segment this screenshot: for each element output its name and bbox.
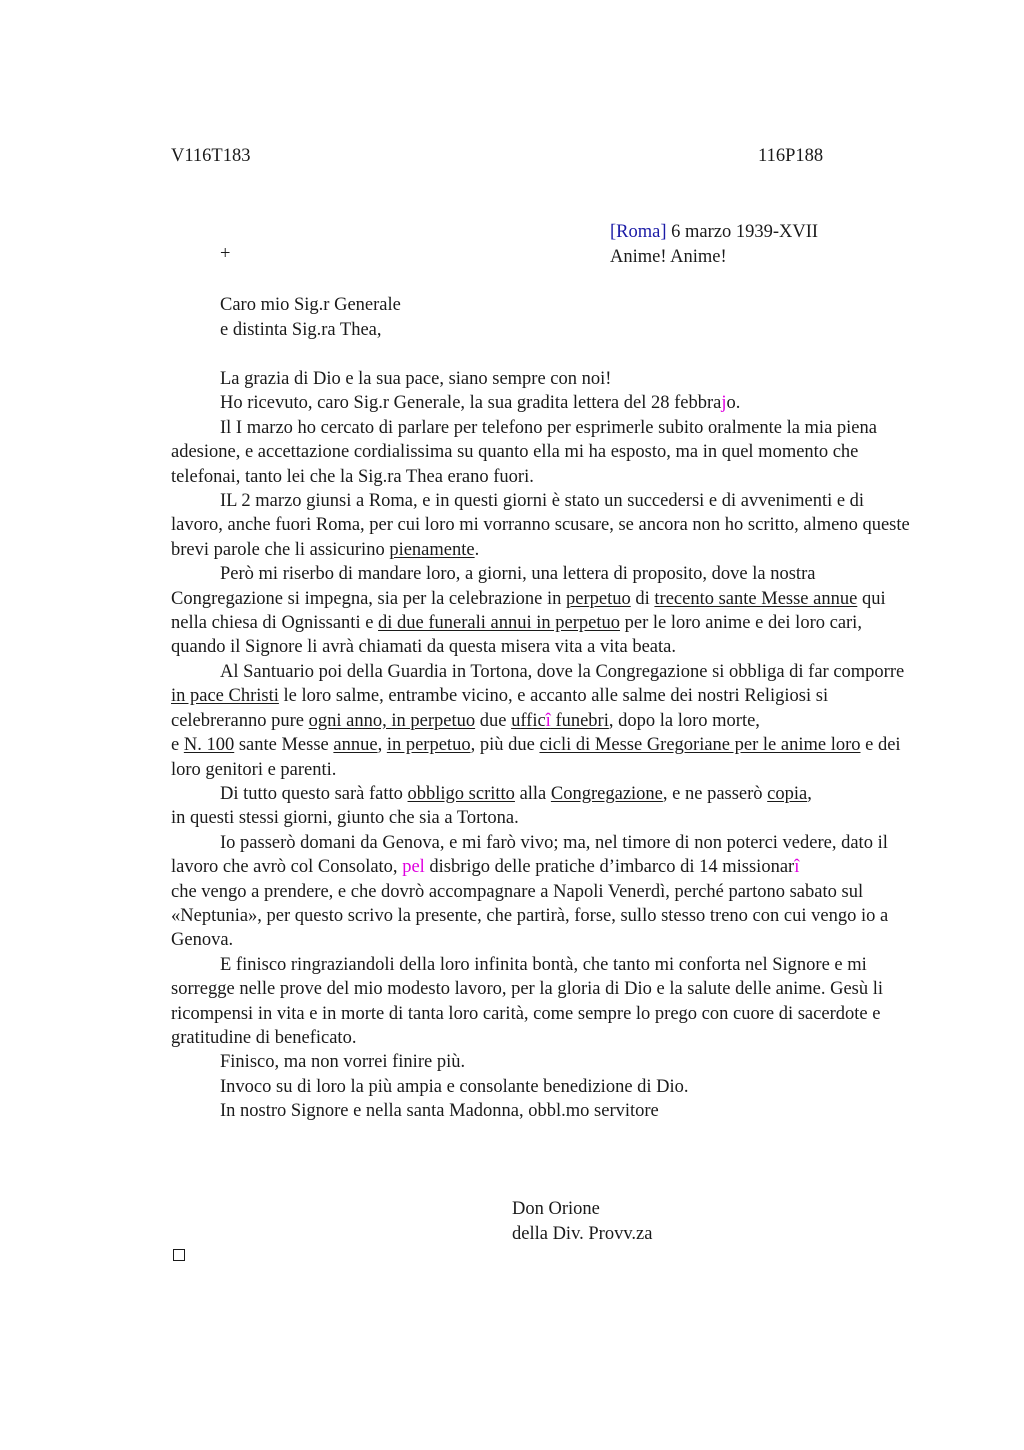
text-run: disbrigo delle pratiche d’imbarco di 14 missionar (424, 857, 795, 878)
text-run: e (171, 735, 184, 756)
text-run: due (475, 710, 512, 731)
text-run: qui nella chiesa di Ognissanti e (171, 588, 886, 634)
paragraph: E finisco ringraziandoli della loro infinita bontà, che tanto mi conforta nel Signore e mi sorregge nelle prove del mio modesto lavoro, per la gloria di Dio e la salute delle anime. Gesù li ricompensi in vita e in morte di tanta loro carità, come sempre lo prego con cuore di sacerdote e gratitudine di beneficato. (171, 954, 884, 1048)
paragraph: Finisco, ma non vorrei finire più. (220, 1052, 466, 1073)
text-run: , più due (470, 735, 540, 756)
paragraph (171, 660, 911, 733)
underlined-text: Congregazione (550, 783, 663, 804)
editorial-mark: î (545, 710, 551, 731)
underlined-text: N. 100 (183, 735, 235, 756)
text-run: e dei loro genitori e parenti. (171, 735, 901, 780)
signature (512, 1197, 652, 1247)
underlined-text: copia (767, 783, 808, 804)
reference-code-right: 116P188 (758, 146, 824, 166)
paragraph: Il I marzo ho cercato di parlare per telefono per esprimerle subito oralmente la mia piena adesione, e accettazione cordialissima su quanto ella mi ha esposto, ma in quel momento che telefonai, tanto lei che la Sig.ra Thea erano fuori. (171, 417, 877, 487)
editorial-mark: j (721, 393, 727, 414)
close-bracket: ] (660, 222, 667, 242)
text-run: uffic (511, 710, 546, 731)
editorial-mark: î (794, 857, 800, 878)
text-run: . (474, 539, 480, 560)
text-run: di (630, 588, 655, 609)
letter-body (171, 367, 911, 1124)
text-run: le loro salme, entrambe vicino, e accanto alle salme dei nostri Religiosi si celebreranno pure (171, 686, 829, 731)
underlined-text (511, 711, 609, 731)
underlined-text: in pace Christi (171, 686, 279, 707)
text-run: sante Messe (234, 735, 334, 756)
salutation (220, 293, 401, 342)
text-run: Io passerò domani da Genova, e mi farò vivo; ma, nel timore di non poterci vedere, dato il lavoro che avrò col Consolato, (171, 832, 888, 878)
text-run: , (377, 735, 387, 756)
text-run: funebri (550, 710, 609, 731)
cross-mark: + (220, 244, 231, 264)
paragraph (171, 489, 911, 562)
motto: Anime! Anime! (610, 246, 727, 267)
paragraph (171, 562, 911, 660)
paragraph: in questi stessi giorni, giunto che sia a Tortona. (171, 808, 519, 829)
underlined-text: obbligo scritto (407, 783, 515, 804)
text-run: , e ne passerò (662, 783, 768, 804)
underlined-text: pienamente (389, 539, 475, 560)
paragraph: Invoco su di loro la più ampia e consolante benedizione di Dio. (220, 1076, 689, 1097)
text-run: IL 2 marzo giunsi a Roma, e in questi giorni è stato un succedersi e di avvenimenti e di lavoro, anche fuori Roma, per cui loro mi vorranno scusare, se ancora non ho scritto, almeno queste brevi parole che li assicurino (171, 491, 910, 560)
text-run: Al Santuario poi della Guardia in Tortona, dove la Congregazione si obbliga di far comporre (220, 661, 905, 682)
underlined-text: trecento sante Messe annue (654, 588, 858, 609)
paragraph (171, 733, 911, 782)
place-name: Roma (616, 222, 661, 242)
text-run: alla (514, 783, 551, 804)
dateline (610, 220, 818, 269)
open-bracket: [ (610, 222, 617, 242)
paragraph: In nostro Signore e nella santa Madonna, obbl.mo servitore (220, 1101, 659, 1122)
text-run: per le loro anime e dei loro cari, quando il Signore li avrà chiamati da questa misera vita a vita beata. (171, 613, 862, 658)
underlined-text: annue (333, 735, 378, 756)
salutation-line: Caro mio Sig.r Generale (220, 295, 401, 315)
text-run: , dopo la loro morte, (608, 710, 760, 731)
checkbox-square-icon (173, 1249, 185, 1261)
underlined-text: cicli di Messe Gregoriane per le anime loro (539, 735, 861, 756)
paragraph (171, 391, 911, 415)
date-text: 6 marzo 1939-XVII (666, 222, 819, 242)
text-run: Però mi riserbo di mandare loro, a giorni, una lettera di proposito, dove la nostra Congregazione si impegna, sia per la celebrazione in (171, 564, 816, 609)
salutation-line: e distinta Sig.ra Thea, (220, 319, 382, 340)
reference-code-left: V116T183 (171, 146, 251, 166)
text-run: Ho ricevuto, caro Sig.r Generale, la sua gradita lettera del 28 febbra (220, 393, 722, 414)
underlined-text: perpetuo (566, 588, 631, 609)
paragraph: La grazia di Dio e la sua pace, siano sempre con noi! (220, 369, 612, 389)
text-run: Di tutto questo sarà fatto (220, 783, 408, 804)
paragraph (171, 782, 911, 806)
text-run: o. (726, 393, 741, 414)
paragraph: che vengo a prendere, e che dovrò accompagnare a Napoli Venerdì, perché partono sabato sul «Neptunia», per questo scrivo la presente, che partirà, forse, sullo stesso treno con cui vengo io a Genova. (171, 881, 889, 951)
signature-name: Don Orione (512, 1199, 600, 1219)
paragraph (171, 831, 911, 880)
editorial-mark: pel (402, 857, 425, 878)
underlined-text: in perpetuo (386, 735, 471, 756)
text-run: , (807, 783, 812, 804)
signature-title: della Div. Provv.za (512, 1224, 653, 1244)
underlined-text: di due funerali annui in perpetuo (378, 613, 621, 634)
underlined-text: ogni anno, in perpetuo (308, 710, 476, 731)
date-line (610, 220, 818, 245)
